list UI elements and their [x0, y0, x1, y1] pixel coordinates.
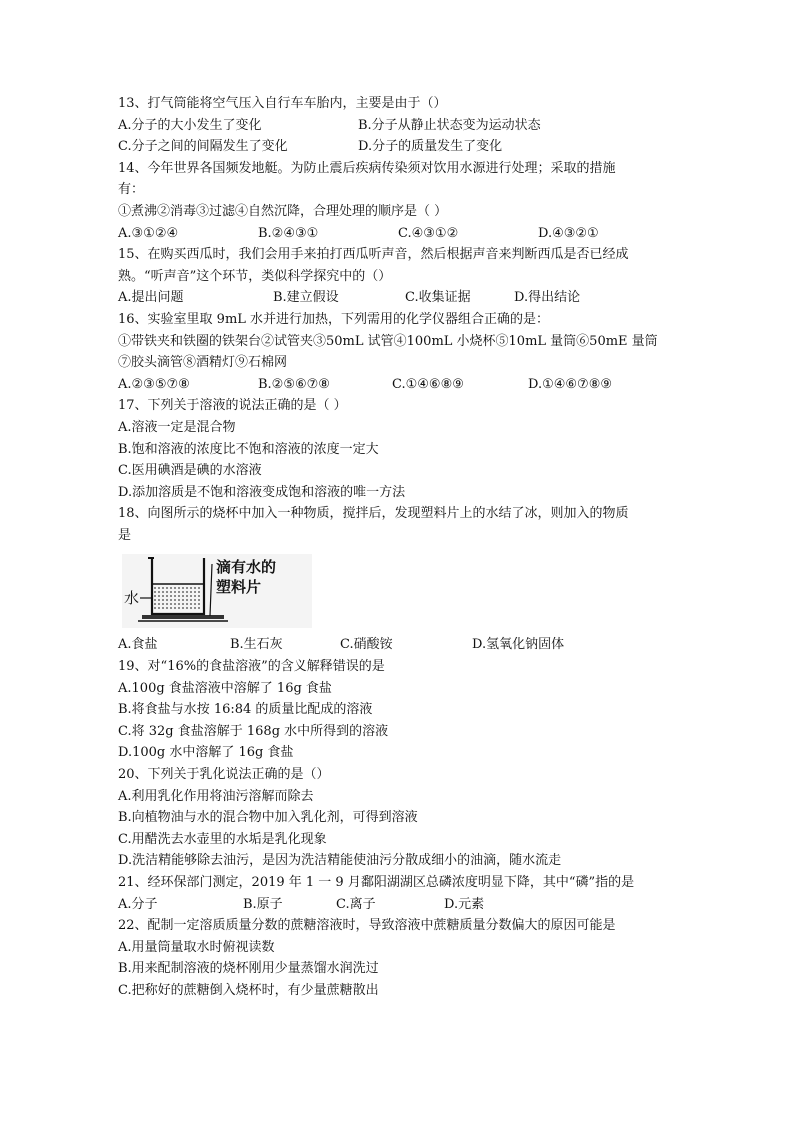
q14-stem-line2: 有：	[118, 182, 145, 198]
beaker-figure	[118, 546, 678, 634]
q13-options-row1	[118, 115, 678, 137]
q14-option-d: D.④③②①	[538, 225, 599, 241]
q16-option-a: A.②③⑤⑦⑧	[118, 376, 190, 392]
q14-options	[118, 223, 678, 245]
q17-option-b: B.饱和溶液的浓度比不饱和溶液的浓度一定大	[118, 441, 379, 457]
q17-option-d: D.添加溶质是不饱和溶液变成饱和溶液的唯一方法	[118, 484, 406, 500]
q18-options	[118, 634, 678, 656]
q13-options-row2	[118, 136, 678, 158]
q18-option-a: A.食盐	[118, 637, 158, 653]
q13-option-a: A.分子的大小发生了变化	[118, 117, 262, 133]
figure-label-water: 水	[124, 589, 140, 608]
q21-stem: 21、经环保部门测定，2019 年 1 一 9 月鄱阳湖湖区总磷浓度明显下降，其中“磷”指的是	[118, 875, 635, 890]
q20-option-c: C.用醋洗去水壶里的水垢是乳化现象	[118, 831, 327, 847]
q21-option-d: D.元素	[444, 896, 485, 912]
q19-option-d: D.100g 水中溶解了 16g 食盐	[118, 745, 294, 761]
q18-option-b: B.生石灰	[230, 637, 283, 653]
q20-option-a: A.利用乳化作用将油污溶解而除去	[118, 788, 314, 804]
figure-label-plate-line1: 滴有水的	[216, 558, 277, 577]
q16-options	[118, 374, 678, 396]
q16-stem-line3: ⑦胶头滴管⑧酒精灯⑨石棉网	[118, 355, 288, 371]
q14-stem-line3: ①煮沸②消毒③过滤④自然沉降，合理处理的顺序是（ ）	[118, 203, 448, 219]
q14-option-b: B.②④③①	[258, 225, 319, 241]
q21-option-a: A.分子	[118, 896, 158, 912]
q16-option-d: D.①④⑥⑦⑧⑨	[528, 376, 613, 392]
q13-option-d: D.分子的质量发生了变化	[358, 139, 503, 155]
q14-option-c: C.④③①②	[398, 225, 459, 241]
figure-label-plate-line2: 塑料片	[216, 578, 262, 597]
q20-stem: 20、下列关于乳化说法正确的是（）	[118, 767, 330, 783]
q18-stem-line1: 18、向图所示的烧杯中加入一种物质，搅拌后，发现塑料片上的水结了冰，则加入的物质	[118, 506, 629, 522]
q17-option-a: A.溶液一定是混合物	[118, 419, 236, 435]
q17-option-c: C.医用碘酒是碘的水溶液	[118, 463, 262, 479]
q19-option-b: B.将食盐与水按 16:84 的质量比配成的溶液	[118, 702, 373, 718]
q20-option-d: D.洗洁精能够除去油污，是因为洗洁精能使油污分散成细小的油滴，随水流走	[118, 853, 562, 869]
q22-option-b: B.用来配制溶液的烧杯刚用少量蒸馏水润洗过	[118, 961, 379, 977]
q15-option-c: C.收集证据	[405, 290, 471, 306]
q22-stem: 22、配制一定溶质质量分数的蔗糖溶液时，导致溶液中蔗糖质量分数偏大的原因可能是	[118, 918, 616, 934]
q22-option-a: A.用量筒量取水时俯视读数	[118, 939, 275, 955]
q18-option-d: D.氢氧化钠固体	[472, 637, 565, 653]
q14-stem-line1: 14、今年世界各国频发地艇。为防止震后疾病传染须对饮用水源进行处理；采取的措施	[118, 160, 616, 176]
q15-option-b: B.建立假设	[273, 290, 339, 306]
q18-stem-line2: 是	[118, 527, 132, 543]
q21-option-b: B.原子	[243, 896, 283, 912]
plastic-sheet	[142, 615, 224, 619]
beaker-diagram	[118, 548, 318, 632]
q13-option-c: C.分子之间的间隔发生了变化	[118, 139, 288, 155]
q15-stem-line2: 熟。“听声音”这个环节，类似科学探究中的（）	[118, 268, 392, 284]
q16-option-b: B.②⑤⑥⑦⑧	[258, 376, 330, 392]
q19-option-a: A.100g 食盐溶液中溶解了 16g 食盐	[118, 680, 332, 696]
q18-option-c: C.硝酸铵	[340, 637, 393, 653]
q13-option-b: B.分子从静止状态变为运动状态	[358, 117, 541, 133]
q20-option-b: B.向植物油与水的混合物中加入乳化剂，可得到溶液	[118, 810, 418, 826]
q15-stem-line1: 15、在购买西瓜时，我们会用手来拍打西瓜听声音，然后根据声音来判断西瓜是否已经成	[118, 247, 629, 263]
q13-stem: 13、打气筒能将空气压入自行车车胎内，主要是由于（）	[118, 96, 447, 111]
q19-stem: 19、对“16%的食盐溶液”的含义解释错误的是	[118, 659, 385, 675]
q15-option-d: D.得出结论	[514, 290, 581, 306]
question-sheet	[118, 93, 678, 1002]
q17-stem: 17、下列关于溶液的说法正确的是（ ）	[118, 398, 347, 414]
q15-option-a: A.提出问题	[118, 290, 184, 306]
q22-option-c: C.把称好的蔗糖倒入烧杯时，有少量蔗糖散出	[118, 982, 379, 998]
q16-stem-line1: 16、实验室里取 9mL 水并进行加热，下列需用的化学仪器组合正确的是：	[118, 311, 550, 327]
q14-option-a: A.③①②④	[118, 225, 179, 241]
q21-options	[118, 894, 678, 916]
q15-options	[118, 287, 678, 309]
q16-stem-line2: ①带铁夹和铁圈的铁架台②试管夹③50mL 试管④100mL 小烧杯⑤10mL 量筒⑥50mE 量筒	[118, 333, 658, 349]
q16-option-c: C.①④⑥⑧⑨	[392, 376, 464, 392]
q21-option-c: C.离子	[336, 896, 376, 912]
q19-option-c: C.将 32g 食盐溶解于 168g 水中所得到的溶液	[118, 723, 389, 739]
